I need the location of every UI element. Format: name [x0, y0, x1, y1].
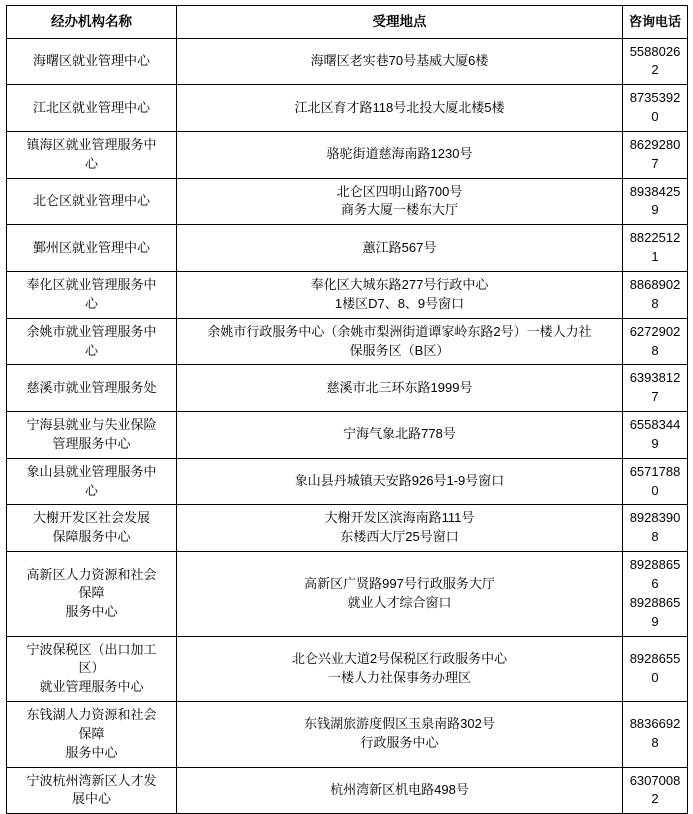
phone-cell-line: 8 — [651, 342, 659, 358]
table-row — [7, 365, 688, 412]
location-cell-line: 东钱湖旅游度假区玉泉南路302号 — [304, 716, 495, 732]
phone-cell-line: 9 — [651, 435, 659, 451]
location-cell-line: 高新区广贤路997号行政服务大厅 — [304, 575, 495, 591]
table-body — [7, 38, 688, 814]
location-cell-line: 象山县丹城镇天安路926号1-9号窗口 — [294, 473, 505, 489]
phone-cell — [623, 225, 688, 272]
agency-name-cell-line: 就业管理服务中心 — [39, 679, 144, 695]
phone-cell — [623, 178, 688, 225]
table-header — [7, 6, 688, 39]
location-cell-line: 海曙区老实巷70号基威大厦6楼 — [310, 52, 489, 68]
phone-cell-line: 8938425 — [629, 183, 681, 199]
phone-cell-line: 9 — [651, 613, 659, 629]
location-cell — [177, 85, 623, 132]
agency-name-cell-line: 宁海县就业与失业保险 — [26, 417, 157, 433]
agency-name-cell-line: 北仑区就业管理中心 — [32, 193, 150, 209]
column-header-location: 受理地点 — [177, 6, 623, 39]
agency-name-cell-line: 服务中心 — [65, 604, 118, 620]
agency-name-cell — [7, 272, 177, 319]
agency-name-cell-line: 鄞州区就业管理中心 — [32, 239, 150, 255]
agency-name-cell-line: 服务中心 — [65, 744, 118, 760]
agency-name-cell-line: 海曙区就业管理中心 — [32, 52, 150, 68]
agency-name-cell — [7, 412, 177, 459]
phone-cell — [623, 552, 688, 636]
location-cell — [177, 767, 623, 814]
table-row — [7, 178, 688, 225]
location-cell-line: 行政服务中心 — [360, 735, 439, 751]
agency-name-cell — [7, 702, 177, 768]
agency-name-cell-line: 大榭开发区社会发展 — [32, 510, 150, 526]
phone-cell-line: 6 — [651, 575, 659, 591]
agency-name-cell-line: 保障 — [78, 585, 105, 601]
agency-name-cell — [7, 38, 177, 85]
table-row — [7, 505, 688, 552]
table-row — [7, 225, 688, 272]
agency-name-cell-line: 余姚市就业管理服务中 — [26, 323, 157, 339]
table-row — [7, 272, 688, 319]
agency-name-cell — [7, 225, 177, 272]
location-cell-line: 北仑兴业大道2号保税区行政服务中心 — [291, 650, 508, 666]
phone-cell-line: 8928390 — [629, 510, 681, 526]
phone-cell-line: 7 — [651, 155, 659, 171]
location-cell-line: 东楼西大厅25号窗口 — [340, 529, 459, 545]
phone-cell-line: 0 — [651, 482, 659, 498]
phone-cell-line: 6307008 — [629, 772, 681, 788]
phone-cell-line: 8735392 — [629, 90, 681, 106]
agency-name-cell-line: 宁波保税区（出口加工 — [26, 641, 157, 657]
agency-name-cell-line: 管理服务中心 — [52, 435, 131, 451]
agency-name-cell — [7, 767, 177, 814]
location-cell-line: 余姚市行政服务中心（余姚市梨洲街道谭家岭东路2号）一楼人力社 — [207, 323, 592, 339]
table-row — [7, 131, 688, 178]
location-cell-line: 1楼区D7、8、9号窗口 — [334, 295, 465, 311]
phone-cell — [623, 272, 688, 319]
phone-cell — [623, 318, 688, 365]
table-row — [7, 552, 688, 636]
agency-name-cell — [7, 318, 177, 365]
agency-name-cell — [7, 178, 177, 225]
agency-name-cell-line: 镇海区就业管理服务中 — [26, 136, 157, 152]
location-cell — [177, 272, 623, 319]
phone-cell — [623, 458, 688, 505]
location-cell — [177, 131, 623, 178]
table-row — [7, 38, 688, 85]
phone-cell — [623, 767, 688, 814]
location-cell — [177, 178, 623, 225]
phone-cell-line: 8 — [651, 529, 659, 545]
phone-cell-line: 8928655 — [629, 650, 681, 666]
table-row — [7, 767, 688, 814]
agency-name-cell-line: 心 — [84, 155, 98, 171]
agency-name-cell-line: 江北区就业管理中心 — [32, 99, 150, 115]
table-row — [7, 636, 688, 702]
column-header-phone: 咨询电话 — [623, 6, 688, 39]
agency-name-cell-line: 高新区人力资源和社会 — [26, 566, 157, 582]
location-cell-line: 慈溪市北三环东路1999号 — [326, 379, 473, 395]
location-cell-line: 大榭开发区滨海南路111号 — [324, 510, 475, 526]
table-header-row — [7, 6, 688, 39]
location-cell-line: 保服务区（B区） — [349, 342, 450, 358]
agency-name-cell — [7, 85, 177, 132]
phone-cell-line: 2 — [651, 62, 659, 78]
table-row — [7, 412, 688, 459]
location-cell — [177, 225, 623, 272]
column-header-agency-name: 经办机构名称 — [7, 6, 177, 39]
phone-cell-line: 7 — [651, 389, 659, 405]
phone-cell-line: 8868902 — [629, 277, 681, 292]
location-cell-line: 江北区育才路118号北投大厦北楼5楼 — [294, 99, 505, 115]
location-cell-line: 杭州湾新区机电路498号 — [330, 781, 469, 797]
location-cell-line: 蕙江路567号 — [362, 239, 437, 255]
agency-name-cell — [7, 636, 177, 702]
phone-cell-line: 8928865 — [629, 557, 681, 573]
phone-cell-line: 6571788 — [629, 463, 681, 479]
phone-cell-line: 9 — [651, 202, 659, 218]
location-cell-line: 奉化区大城东路277号行政中心 — [310, 277, 489, 292]
phone-cell-line: 5588026 — [629, 43, 681, 59]
phone-cell — [623, 412, 688, 459]
phone-cell-line: 8928865 — [629, 594, 681, 610]
phone-cell-line: 6558344 — [629, 417, 681, 433]
agency-name-cell-line: 慈溪市就业管理服务处 — [26, 379, 157, 395]
phone-cell-line: 1 — [651, 249, 659, 265]
location-cell-line: 一楼人力社保事务办理区 — [327, 669, 471, 685]
location-cell-line: 北仑区四明山路700号 — [336, 183, 463, 199]
document-sheet — [0, 5, 693, 814]
phone-cell-line: 8 — [651, 295, 659, 311]
agency-name-cell-line: 心 — [84, 342, 98, 358]
table-row — [7, 318, 688, 365]
agency-name-cell-line: 象山县就业管理服务中 — [26, 463, 157, 479]
phone-cell-line: 6393812 — [629, 370, 681, 386]
agency-name-cell-line: 保障服务中心 — [52, 529, 131, 545]
phone-cell-line: 2 — [651, 791, 659, 807]
agency-name-cell — [7, 365, 177, 412]
phone-cell — [623, 505, 688, 552]
phone-cell — [623, 636, 688, 702]
phone-cell-line: 6272902 — [629, 323, 681, 339]
location-cell — [177, 458, 623, 505]
phone-cell-line: 8629280 — [629, 136, 681, 152]
location-cell — [177, 365, 623, 412]
location-cell — [177, 505, 623, 552]
agency-name-cell-line: 保障 — [78, 725, 105, 741]
location-cell — [177, 412, 623, 459]
agency-name-cell — [7, 552, 177, 636]
location-cell — [177, 552, 623, 636]
phone-cell-line: 8 — [651, 735, 659, 751]
agency-name-cell-line: 心 — [84, 482, 98, 498]
agency-name-cell-line: 展中心 — [71, 791, 111, 807]
location-cell-line: 商务大厦一楼东大厅 — [340, 202, 458, 218]
agency-name-cell-line: 东钱湖人力资源和社会 — [26, 707, 157, 723]
location-cell-line: 宁海气象北路778号 — [343, 426, 456, 442]
phone-cell — [623, 38, 688, 85]
agency-name-cell-line: 心 — [84, 295, 98, 311]
table-row — [7, 702, 688, 768]
phone-cell-line: 8836692 — [629, 716, 681, 732]
phone-cell — [623, 365, 688, 412]
agency-table — [6, 5, 688, 814]
phone-cell-line: 0 — [651, 669, 659, 685]
agency-name-cell-line: 奉化区就业管理服务中 — [26, 277, 157, 292]
table-row — [7, 458, 688, 505]
agency-name-cell — [7, 131, 177, 178]
location-cell — [177, 318, 623, 365]
table-row — [7, 85, 688, 132]
location-cell — [177, 38, 623, 85]
location-cell — [177, 702, 623, 768]
phone-cell — [623, 85, 688, 132]
phone-cell-line: 0 — [651, 109, 659, 125]
location-cell-line: 骆驼街道慈海南路1230号 — [326, 146, 473, 162]
phone-cell — [623, 702, 688, 768]
phone-cell — [623, 131, 688, 178]
phone-cell-line: 8822512 — [629, 230, 681, 246]
agency-name-cell — [7, 505, 177, 552]
location-cell — [177, 636, 623, 702]
location-cell-line: 就业人才综合窗口 — [347, 594, 452, 610]
agency-name-cell-line: 宁波杭州湾新区人才发 — [26, 772, 157, 788]
agency-name-cell — [7, 458, 177, 505]
agency-name-cell-line: 区） — [78, 660, 105, 676]
